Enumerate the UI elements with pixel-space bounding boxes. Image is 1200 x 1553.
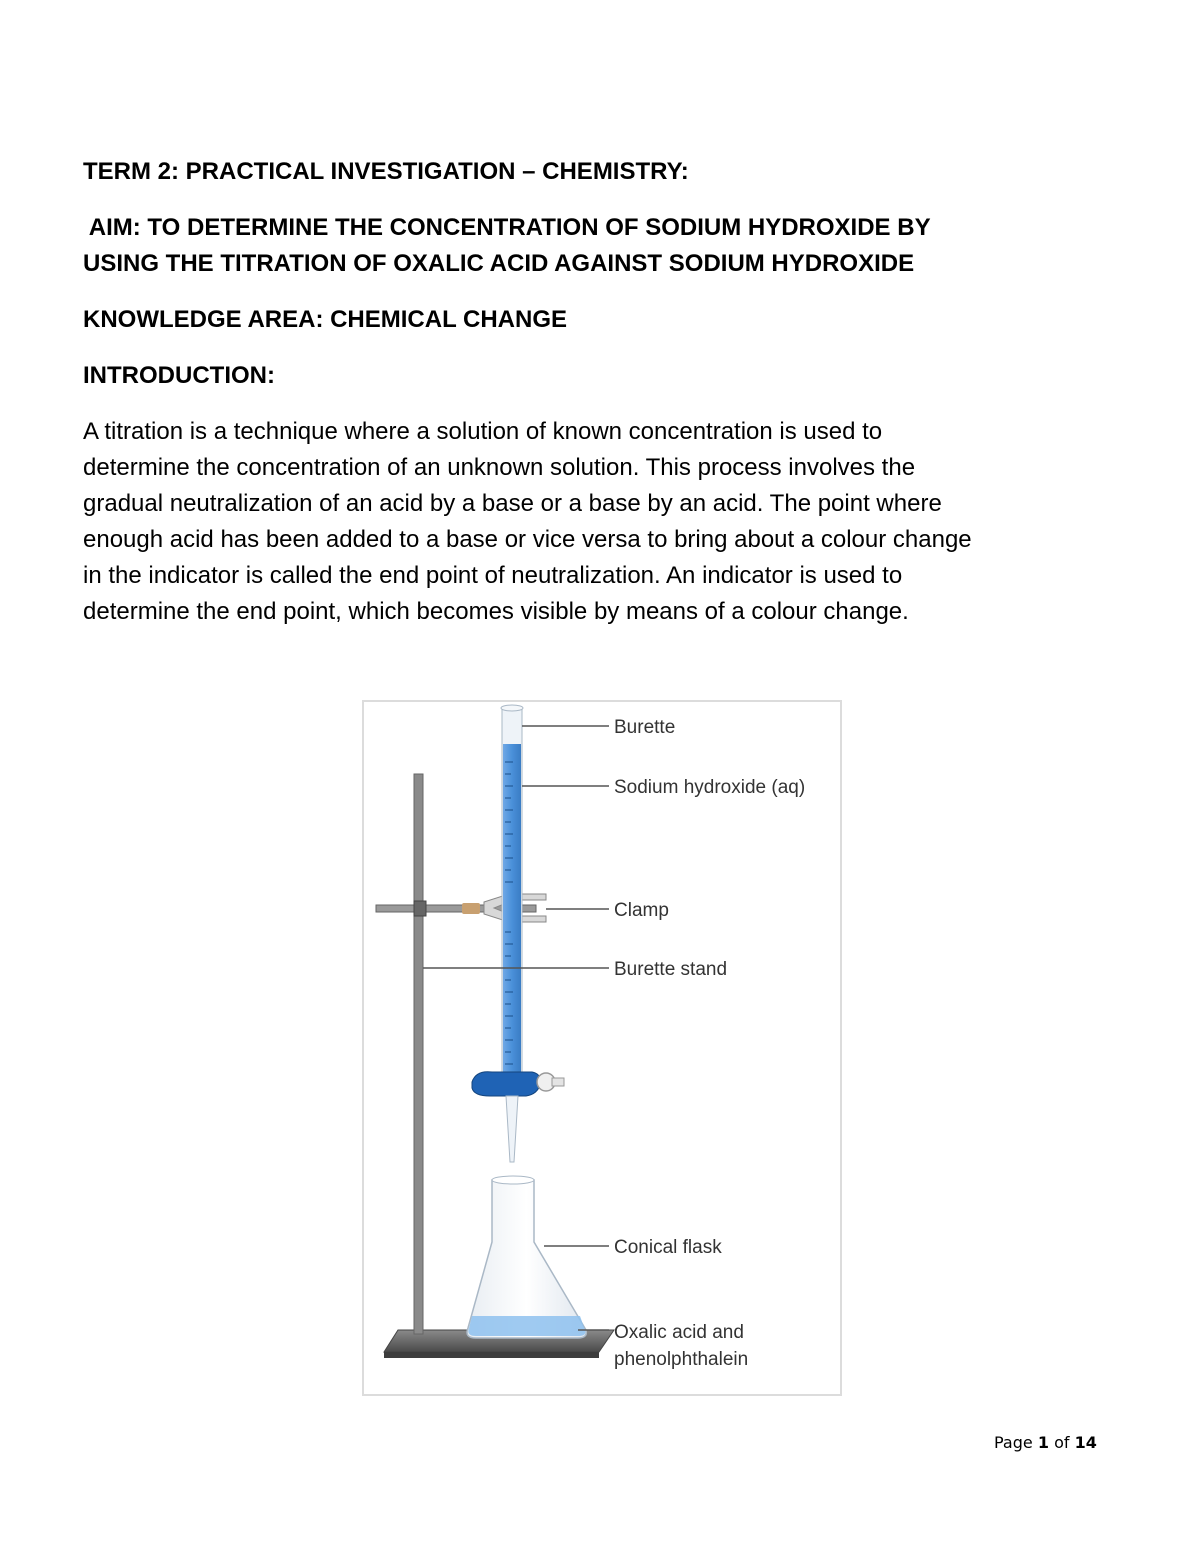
page-word: Page xyxy=(994,1433,1033,1452)
titration-apparatus-figure xyxy=(362,700,842,1396)
aim-heading xyxy=(83,210,931,282)
titration-diagram xyxy=(364,702,840,1394)
label-clamp: Clamp xyxy=(614,900,669,921)
stopcock xyxy=(472,1072,540,1096)
introduction-line: in the indicator is called the end point of neutralization. An indicator is used to xyxy=(83,562,903,589)
total-pages-number: 14 xyxy=(1074,1433,1097,1452)
label-burette: Burette xyxy=(614,717,676,738)
label-phenolphthalein: phenolphthalein xyxy=(614,1349,749,1370)
burette-tip xyxy=(506,1096,518,1162)
aim-line-2: USING THE TITRATION OF OXALIC ACID AGAINST SODIUM HYDROXIDE xyxy=(83,250,915,277)
conical-flask xyxy=(467,1180,586,1338)
introduction-heading: INTRODUCTION: xyxy=(83,362,275,389)
label-conical-flask: Conical flask xyxy=(614,1237,722,1258)
label-sodium-hydroxide: Sodium hydroxide (aq) xyxy=(614,777,806,798)
introduction-line: enough acid has been added to a base or vice versa to bring about a colour change xyxy=(83,526,972,553)
label-oxalic-acid: Oxalic acid and xyxy=(614,1322,744,1343)
aim-line-1: AIM: TO DETERMINE THE CONCENTRATION OF SODIUM HYDROXIDE BY xyxy=(83,214,931,241)
of-word: of xyxy=(1054,1433,1070,1452)
document-title: TERM 2: PRACTICAL INVESTIGATION – CHEMISTRY: xyxy=(83,158,689,185)
current-page-number: 1 xyxy=(1037,1433,1049,1452)
sodium-hydroxide-solution xyxy=(503,744,521,1082)
introduction-line: A titration is a technique where a solution of known concentration is used to xyxy=(83,418,883,445)
label-burette-stand: Burette stand xyxy=(614,959,728,980)
oxalic-acid-solution xyxy=(468,1316,585,1336)
page-number-footer xyxy=(994,1433,1097,1452)
introduction-line: determine the end point, which becomes visible by means of a colour change. xyxy=(83,598,909,625)
introduction-line: gradual neutralization of an acid by a base or a base by an acid. The point where xyxy=(83,490,942,517)
burette-stand-rod xyxy=(414,774,423,1334)
introduction-line: determine the concentration of an unknown solution. This process involves the xyxy=(83,454,916,481)
knowledge-area-heading: KNOWLEDGE AREA: CHEMICAL CHANGE xyxy=(83,306,567,333)
